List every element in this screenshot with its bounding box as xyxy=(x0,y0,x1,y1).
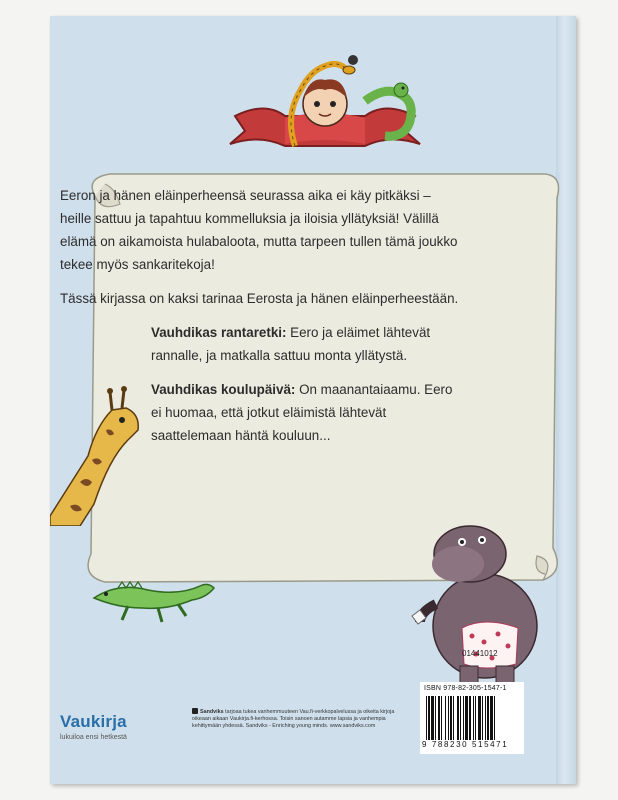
blurb-contents: Tässä kirjassa on kaksi tarinaa Eerosta ja hänen eläinperheestään. xyxy=(60,291,459,306)
publisher-name: Sandviks xyxy=(200,709,224,715)
story-2 xyxy=(151,378,460,447)
blurb-intro: Eeron ja hänen eläinperheensä seurassa aika ei käy pitkäksi – heille sattuu ja tapahtuu kommelluksia ja iloisia yllätyksiä! Välillä elämä on aikamoista hulabaloota, mutta tarpeen tullen tämä joukko tekee myös sankaritekoja! xyxy=(60,188,458,272)
story-1-text: Eero ja eläimet lähtevät rannalle, ja matkalla sattuu monta yllätystä. xyxy=(151,325,431,363)
blurb-text xyxy=(60,184,460,458)
ean-digits: 9 788230 515471 xyxy=(422,740,509,749)
vaukirja-logo xyxy=(60,712,127,741)
publisher-note xyxy=(192,708,402,730)
brand-name: Vaukirja xyxy=(60,712,127,731)
isbn-label: ISBN 978-82-305-1547-1 xyxy=(424,685,507,692)
story-2-title: Vauhdikas koulupäivä: xyxy=(151,382,296,397)
story-1-title: Vauhdikas rantaretki: xyxy=(151,325,287,340)
snake-and-boy-emblem xyxy=(225,46,425,166)
sandviks-logo-icon xyxy=(192,708,198,714)
brand-tagline: lukuiloa ensi hetkestä xyxy=(60,734,127,741)
product-code: 01441012 xyxy=(462,649,498,658)
iguana-illustration xyxy=(88,554,218,624)
story-1 xyxy=(151,321,460,367)
hippo-illustration xyxy=(400,516,550,686)
barcode-box xyxy=(420,682,524,754)
story-2-text: On maanantaiaamu. Eero ei huomaa, että jotkut eläimistä lähtevät saattelemaan häntä kouluun... xyxy=(151,382,453,443)
publisher-text: tarjoaa tukea vanhemmuuteen Vau.fi-verkkopalvelussa ja oikeita kirjoja oikeaan aikaan Vaukirja.fi-kerhossa. Toisin sanoen autamme lapsia ja vanhempia kehittymään yhdessä. Sandviks - Enriching young minds. www.sandviks.com xyxy=(192,709,395,729)
barcode-icon xyxy=(426,696,518,740)
